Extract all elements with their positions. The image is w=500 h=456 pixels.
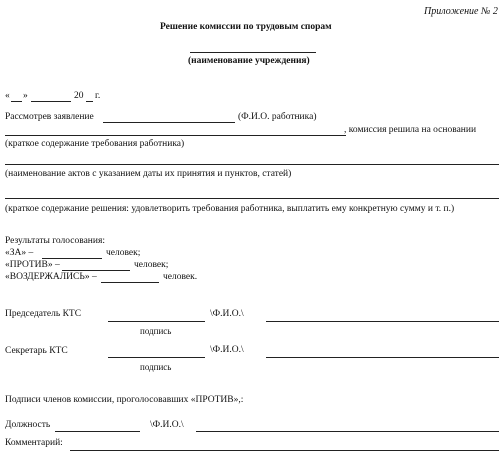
member-fio-label: \Ф.И.О.\ bbox=[150, 420, 184, 430]
employee-fio-label: (Ф.И.О. работника) bbox=[238, 112, 317, 122]
claim-summary-caption: (краткое содержание требования работника) bbox=[5, 139, 185, 149]
vote-for-line bbox=[42, 258, 102, 259]
secretary-fio-line bbox=[266, 357, 499, 358]
consideration-label: Рассмотрев заявление bbox=[5, 112, 94, 122]
comment-label: Комментарий: bbox=[5, 438, 63, 448]
vote-abstain-unit: человек. bbox=[163, 272, 198, 282]
vote-against-option: «ПРОТИВ» – bbox=[5, 260, 60, 270]
institution-line bbox=[190, 52, 316, 53]
date-open-quote: « bbox=[5, 91, 10, 101]
document-title: Решение комиссии по трудовым спорам bbox=[160, 22, 332, 32]
vote-abstain-line bbox=[101, 282, 159, 283]
appendix-label: Приложение № 2 bbox=[424, 6, 498, 17]
vote-for-option: «ЗА» – bbox=[5, 248, 34, 258]
decision-line bbox=[5, 198, 499, 199]
institution-caption: (наименование учреждения) bbox=[188, 56, 310, 66]
date-day-line bbox=[11, 101, 22, 102]
chairman-fio-line bbox=[266, 321, 499, 322]
date-close-quote: » bbox=[23, 91, 28, 101]
comment-line bbox=[70, 450, 499, 451]
vote-against-line bbox=[62, 270, 130, 271]
acts-caption: (наименование актов с указанием даты их принятия и пунктов, статей) bbox=[5, 169, 292, 179]
secretary-signature-line bbox=[108, 357, 205, 358]
members-heading: Подписи членов комиссии, проголосовавших «ПРОТИВ»,: bbox=[5, 395, 244, 405]
date-year-line bbox=[86, 101, 93, 102]
secretary-fio-label: \Ф.И.О.\ bbox=[210, 345, 244, 355]
acts-line bbox=[5, 164, 499, 165]
member-position-line bbox=[55, 431, 140, 432]
secretary-label: Секретарь КТС bbox=[5, 346, 68, 356]
chairman-signature-caption: подпись bbox=[140, 326, 172, 336]
member-fio-line bbox=[196, 431, 499, 432]
decision-caption: (краткое содержание решения: удовлетворить требования работника, выплатить ему конкретную сумму и т. п.) bbox=[5, 204, 455, 214]
date-month-line bbox=[31, 101, 71, 102]
application-line bbox=[103, 122, 235, 123]
chairman-signature-line bbox=[108, 321, 205, 322]
secretary-signature-caption: подпись bbox=[140, 362, 172, 372]
chairman-fio-label: \Ф.И.О.\ bbox=[210, 309, 244, 319]
commission-decided-text: , комиссия решила на основании bbox=[344, 125, 477, 135]
date-year-prefix: 20 bbox=[74, 91, 84, 101]
voting-heading: Результаты голосования: bbox=[5, 236, 105, 246]
chairman-label: Председатель КТС bbox=[5, 309, 82, 319]
vote-for-unit: человек; bbox=[106, 248, 141, 258]
vote-abstain-option: «ВОЗДЕРЖАЛИСЬ» – bbox=[5, 272, 97, 282]
claim-line bbox=[5, 135, 346, 136]
member-position-label: Должность bbox=[5, 420, 51, 430]
vote-against-unit: человек; bbox=[134, 260, 169, 270]
date-year-suffix: г. bbox=[95, 91, 101, 101]
